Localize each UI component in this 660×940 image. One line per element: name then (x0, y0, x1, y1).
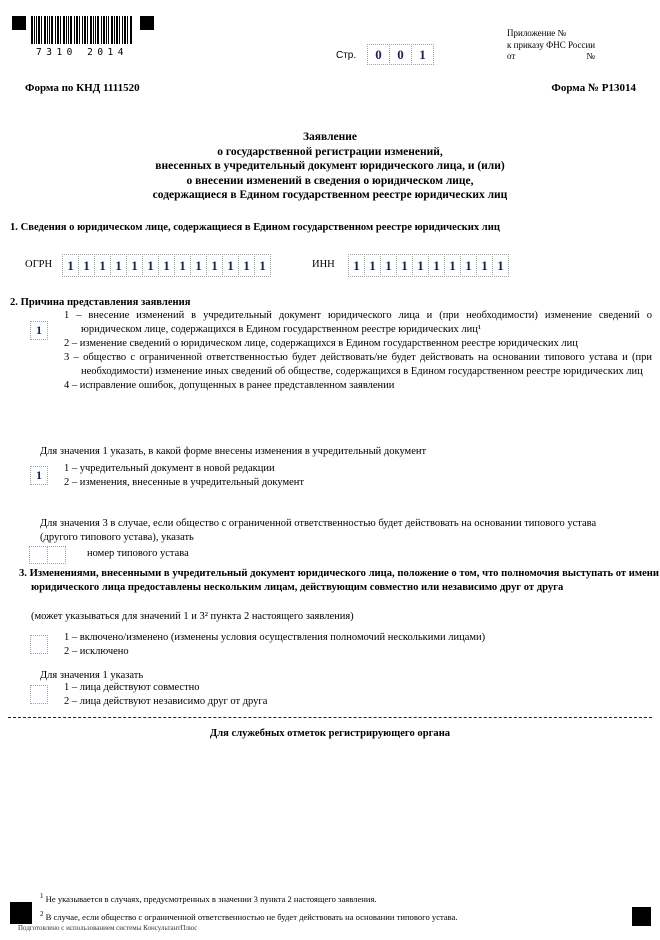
section2-option-1: 1 – внесение изменений в учредительный документ юридического лица и (при необходимости) изменение сведений о юридическом лице, содержащихся в Едином государственном реестре юридических лиц¹ (64, 310, 652, 335)
footnote-2 (40, 907, 620, 925)
title-line: Заявление (302, 131, 357, 143)
footnotes (40, 889, 620, 925)
section3-checkbox[interactable] (30, 635, 48, 654)
section2-option-3: 3 – общество с ограниченной ответственностью будет действовать/не будет действовать на основании типового устава и (при необходимости) изменение иных сведений об обществе, содержащихся в Едином государственном реестре юридических лиц (64, 352, 652, 377)
fill-cell[interactable]: 1 (411, 44, 434, 65)
section2-option-4: 4 – исправление ошибок, допущенных в ранее представленном заявлении (64, 380, 395, 391)
fill-cell[interactable] (30, 635, 48, 654)
fill-cell[interactable]: 1 (222, 254, 239, 277)
fill-cell[interactable]: 1 (126, 254, 143, 277)
section2-sub1-intro: Для значения 1 указать, в какой форме внесены изменения в учредительный документ (40, 446, 427, 457)
section2-sub1-checkbox[interactable] (30, 466, 48, 485)
appendix-note (507, 28, 637, 63)
barcode (31, 16, 133, 58)
prepared-by-note: Подготовлено с использованием системы КонсультантПлюс (18, 924, 198, 932)
fill-cell[interactable]: 1 (142, 254, 159, 277)
title-line: внесенных в учредительный документ юридического лица, и (или) (155, 160, 505, 173)
fill-cell[interactable]: 1 (460, 254, 477, 277)
fill-cell[interactable]: 1 (62, 254, 79, 277)
fill-cell[interactable]: 1 (428, 254, 445, 277)
registration-mark-top-left (12, 16, 26, 30)
fill-cell[interactable]: 1 (78, 254, 95, 277)
section3-options (64, 631, 652, 659)
charter-number-label: номер типового устава (87, 548, 189, 559)
ogrn-label: ОГРН (25, 259, 53, 270)
fill-cell[interactable]: 1 (412, 254, 429, 277)
inn-label: ИНН (312, 259, 335, 270)
fill-cell[interactable]: 1 (492, 254, 509, 277)
title-line: о государственной регистрации изменений, (217, 145, 443, 158)
fill-cell[interactable]: 1 (476, 254, 493, 277)
section3-sub1-options (64, 681, 267, 709)
appendix-number-label: № (586, 51, 595, 61)
fill-cell[interactable]: 0 (389, 44, 412, 65)
inn-input[interactable] (348, 254, 509, 277)
footnote-1-text: Не указывается в случаях, предусмотренных в значении 3 пункта 2 настоящего заявления. (45, 893, 377, 904)
section2-sub1-option-2: 2 – изменения, внесенные в учредительный документ (64, 477, 305, 488)
fill-cell[interactable] (47, 546, 66, 564)
page-number-cells[interactable] (367, 44, 434, 65)
registration-mark-bottom-left (10, 902, 32, 924)
section3-heading: 3. Изменениями, внесенными в учредительный документ юридического лица, положение о том, что полномочия выступать от имени юридического лица предоставлены нескольким лицам, действующим совместно или независимо друг от друга (19, 568, 659, 594)
footnote-1 (40, 889, 620, 907)
fill-cell[interactable]: 1 (158, 254, 175, 277)
service-marks-note: Для служебных отметок регистрирующего органа (209, 728, 451, 739)
form-title (0, 130, 660, 203)
section3-heading-note: (может указываться для значений 1 и 3² пункта 2 настоящего заявления) (31, 611, 354, 622)
section3-sub1-intro: Для значения 1 указать (40, 670, 144, 681)
fill-cell[interactable]: 1 (254, 254, 271, 277)
section3-option-1: 1 – включено/изменено (изменены условия осуществления полномочий несколькими лицами) (64, 632, 486, 643)
barcode-digits: 7310 2014 (36, 47, 128, 58)
appendix-line2: к приказу ФНС России (507, 39, 596, 50)
title-line: о внесении изменений в сведения о юридическом лице, (186, 174, 474, 187)
appendix-from-label: от (507, 51, 516, 61)
section2-options (64, 309, 652, 393)
title-line: содержащиеся в Едином государственном реестре юридических лиц (152, 189, 508, 202)
form-knd: Форма по КНД 1111520 (25, 82, 140, 94)
fill-cell[interactable]: 1 (110, 254, 127, 277)
charter-number-input[interactable] (29, 546, 66, 564)
section3-option-2: 2 – исключено (64, 646, 129, 657)
section3-sub1-option-1: 1 – лица действуют совместно (64, 682, 200, 693)
fill-cell[interactable]: 1 (444, 254, 461, 277)
appendix-line1: Приложение № (507, 28, 567, 38)
fill-cell[interactable]: 1 (364, 254, 381, 277)
fill-cell[interactable]: 1 (30, 466, 48, 485)
section2-sub1-option-1: 1 – учредительный документ в новой редакции (64, 463, 275, 474)
separator-dashed (8, 717, 652, 718)
registration-mark-top-right (140, 16, 154, 30)
section2-reason-checkbox[interactable] (30, 321, 48, 340)
section2-option-2: 2 – изменение сведений о юридическом лице, содержащихся в Едином государственном реестре юридических лиц (64, 338, 578, 349)
footnote-2-text: В случае, если общество с ограниченной ответственностью не будет действовать на основании типового устава. (45, 911, 458, 922)
section1-heading: 1. Сведения о юридическом лице, содержащиеся в Едином государственном реестре юридических лиц (10, 222, 500, 233)
footnote-1-marker: 1 (40, 892, 44, 900)
ogrn-input[interactable] (62, 254, 271, 277)
fill-cell[interactable]: 1 (348, 254, 365, 277)
footnote-2-marker: 2 (40, 909, 44, 918)
fill-cell[interactable]: 1 (174, 254, 191, 277)
registration-mark-bottom-right (632, 907, 651, 926)
fill-cell[interactable]: 1 (380, 254, 397, 277)
section2-heading: 2. Причина представления заявления (10, 297, 191, 308)
fill-cell[interactable] (29, 546, 48, 564)
fill-cell[interactable]: 0 (367, 44, 390, 65)
fill-cell[interactable] (30, 685, 48, 704)
section3-sub1-checkbox[interactable] (30, 685, 48, 704)
fill-cell[interactable]: 1 (30, 321, 48, 340)
section2-sub3-intro: Для значения 3 в случае, если общество с ограниченной ответственностью будет действовать на основании типового устава (другого типового устава), указать (40, 518, 597, 543)
form-number: Форма № Р13014 (551, 82, 636, 94)
section2-sub1-options (64, 462, 304, 490)
barcode-bars (31, 16, 133, 44)
section3-sub1-option-2: 2 – лица действуют независимо друг от друга (64, 696, 268, 707)
fill-cell[interactable]: 1 (190, 254, 207, 277)
page-number-label: Стр. (336, 50, 357, 61)
fill-cell[interactable]: 1 (206, 254, 223, 277)
fill-cell[interactable]: 1 (238, 254, 255, 277)
fill-cell[interactable]: 1 (396, 254, 413, 277)
fill-cell[interactable]: 1 (94, 254, 111, 277)
